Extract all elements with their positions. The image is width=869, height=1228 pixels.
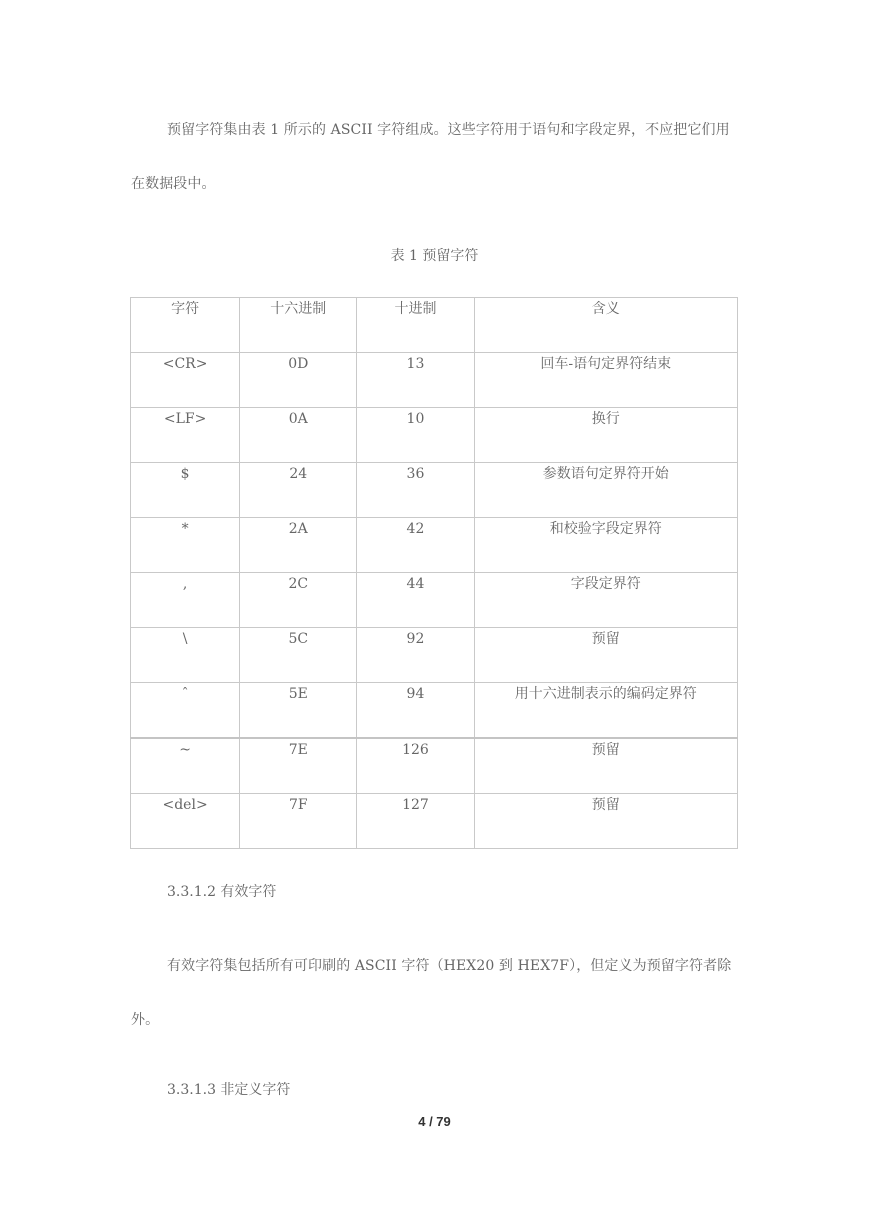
table-row — [131, 683, 738, 739]
cell-hex: 7E — [240, 738, 357, 794]
cell-hex: 5E — [240, 683, 357, 739]
table-header-row — [131, 298, 738, 353]
reserved-chars-paragraph: 预留字符集由表 1 所示的 ASCII 字符组成。这些字符用于语句和字段定界，不应把它们用在数据段中。 — [131, 122, 730, 192]
cell-char: , — [131, 573, 240, 628]
cell-dec: 94 — [357, 683, 474, 739]
cell-hex: 0D — [240, 353, 357, 408]
cell-dec: 44 — [357, 573, 474, 628]
cell-char: ~ — [131, 738, 240, 794]
header-hex: 十六进制 — [240, 298, 357, 353]
cell-meaning: 参数语句定界符开始 — [474, 463, 737, 518]
table-row — [131, 463, 738, 518]
header-char: 字符 — [131, 298, 240, 353]
cell-char: $ — [131, 463, 240, 518]
cell-char: * — [131, 518, 240, 573]
cell-dec: 13 — [357, 353, 474, 408]
cell-hex: 2A — [240, 518, 357, 573]
cell-hex: 2C — [240, 573, 357, 628]
table-row — [131, 573, 738, 628]
table-caption: 表 1 预留字符 — [390, 248, 479, 264]
page-number: 4 / 79 — [418, 1114, 451, 1129]
header-meaning: 含义 — [474, 298, 737, 353]
cell-char: \ — [131, 628, 240, 683]
cell-char: <CR> — [131, 353, 240, 408]
section-heading-undefined-chars: 3.3.1.3 非定义字符 — [167, 1082, 291, 1098]
cell-meaning: 字段定界符 — [474, 573, 737, 628]
header-dec: 十进制 — [357, 298, 474, 353]
cell-hex: 24 — [240, 463, 357, 518]
table-row — [131, 628, 738, 683]
cell-meaning: 预留 — [474, 628, 737, 683]
cell-meaning: 和校验字段定界符 — [474, 518, 737, 573]
cell-dec: 126 — [357, 738, 474, 794]
cell-hex: 0A — [240, 408, 357, 463]
cell-char: <del> — [131, 794, 240, 849]
cell-meaning: 用十六进制表示的编码定界符 — [474, 683, 737, 739]
valid-chars-paragraph: 有效字符集包括所有可印刷的 ASCII 字符（HEX20 到 HEX7F），但定义为预留字符者除外。 — [131, 958, 732, 1028]
cell-dec: 36 — [357, 463, 474, 518]
table-row — [131, 353, 738, 408]
cell-char: ˆ — [131, 683, 240, 739]
cell-meaning: 预留 — [474, 794, 737, 849]
cell-meaning: 预留 — [474, 738, 737, 794]
cell-dec: 92 — [357, 628, 474, 683]
cell-dec: 42 — [357, 518, 474, 573]
cell-hex: 5C — [240, 628, 357, 683]
table-row — [131, 518, 738, 573]
table-row — [131, 738, 738, 794]
cell-meaning: 回车-语句定界符结束 — [474, 353, 737, 408]
section-heading-valid-chars: 3.3.1.2 有效字符 — [167, 884, 277, 900]
cell-meaning: 换行 — [474, 408, 737, 463]
table-row — [131, 408, 738, 463]
cell-char: <LF> — [131, 408, 240, 463]
cell-dec: 127 — [357, 794, 474, 849]
table-row — [131, 794, 738, 849]
cell-hex: 7F — [240, 794, 357, 849]
cell-dec: 10 — [357, 408, 474, 463]
reserved-chars-table — [130, 297, 738, 849]
